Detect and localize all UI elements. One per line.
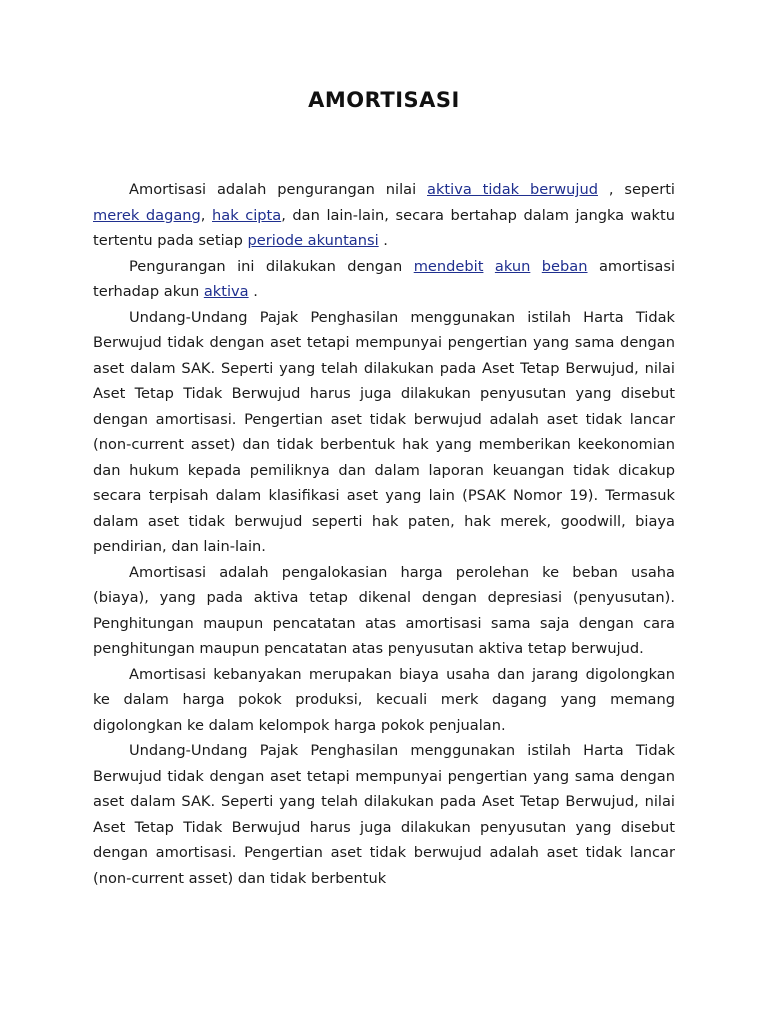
text-run: amortisasi terhadap akun <box>93 257 676 300</box>
link-aktiva-tidak-berwujud[interactable]: aktiva tidak berwujud <box>427 181 598 198</box>
document-title: AMORTISASI <box>308 88 460 112</box>
text-run <box>483 258 494 275</box>
text-run: Amortisasi adalah pengurangan nilai <box>129 181 428 198</box>
text-run: . <box>248 283 258 300</box>
text-run: . <box>378 232 388 249</box>
link-periode-akuntansi[interactable]: periode akuntansi <box>247 232 379 249</box>
link-akun[interactable]: akun <box>494 257 531 275</box>
paragraph-undang-undang-repeat: Undang-Undang Pajak Penghasilan menggunakan istilah Harta Tidak Berwujud tidak dengan aset tetapi mempunyai pengertian yang sama dengan aset dalam SAK. Seperti yang telah dilakukan pada Aset Tetap Berwujud, nilai Aset Tetap Tidak Berwujud harus juga dilakukan penyusutan yang disebut dengan amortisasi. Pengertian aset tidak berwujud adalah aset tidak lancar (non-current asset) dan tidak berbentuk <box>93 742 675 887</box>
text-run: , seperti <box>597 181 675 198</box>
paragraph-undang-undang: Undang-Undang Pajak Penghasilan menggunakan istilah Harta Tidak Berwujud tidak dengan aset tetapi mempunyai pengertian yang sama dengan aset dalam SAK. Seperti yang telah dilakukan pada Aset Tetap Berwujud, nilai Aset Tetap Tidak Berwujud harus juga dilakukan penyusutan yang disebut dengan amortisasi. Pengertian aset tidak berwujud adalah aset tidak lancar (non-current asset) dan tidak berbentuk hak yang memberikan keekonomian dan hukum kepada pemiliknya dan dalam laporan keuangan tidak dicakup secara terpisah dalam klasifikasi aset yang lain (PSAK Nomor 19). Termasuk dalam aset tidak berwujud seperti hak paten, hak merek, goodwill, biaya pendirian, dan lain-lain. <box>93 308 675 555</box>
text-run <box>530 258 541 275</box>
link-aktiva[interactable]: aktiva <box>203 283 249 300</box>
paragraph-definition <box>93 177 675 254</box>
link-merek-dagang[interactable]: merek dagang <box>93 206 201 224</box>
text-run: , dan lain-lain, secara bertahap dalam jangka waktu tertentu pada setiap <box>93 206 675 249</box>
link-hak-cipta[interactable]: hak cipta <box>212 206 282 224</box>
paragraph-biaya-usaha: Amortisasi kebanyakan merupakan biaya usaha dan jarang digolongkan ke dalam harga pokok produksi, kecuali merk dagang yang memang digolongkan ke dalam kelompok harga pokok penjualan. <box>93 665 675 734</box>
text-run: Pengurangan ini dilakukan dengan <box>129 257 414 275</box>
link-beban[interactable]: beban <box>541 257 588 275</box>
paragraph-pengalokasian: Amortisasi adalah pengalokasian harga perolehan ke beban usaha (biaya), yang pada aktiva tetap dikenal dengan depresiasi (penyusutan). Penghitungan maupun pencatatan atas amortisasi sama saja dengan cara penghitungan maupun pencatatan atas penyusutan aktiva tetap berwujud. <box>93 563 675 657</box>
text-run: , <box>200 206 212 224</box>
link-mendebit[interactable]: mendebit <box>413 257 484 275</box>
document-body <box>93 177 675 891</box>
paragraph-pengurangan <box>93 254 675 305</box>
